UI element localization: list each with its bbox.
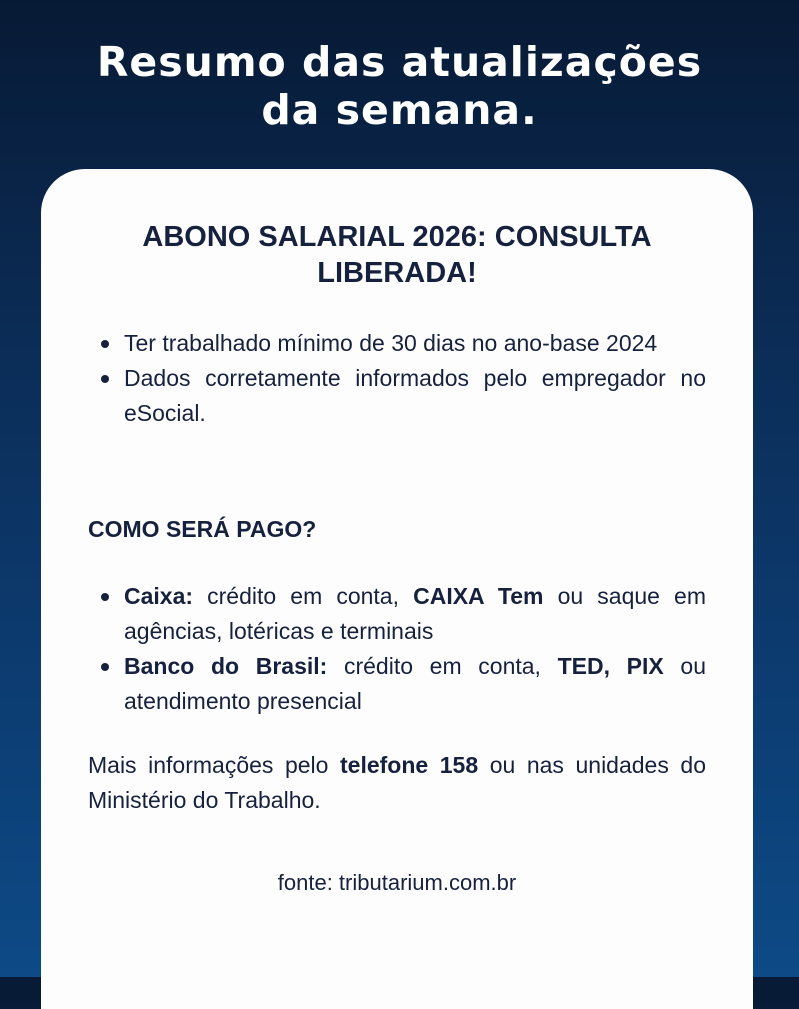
content-card [41, 169, 753, 1009]
payment-text: crédito em conta, [327, 653, 558, 679]
list-item [88, 579, 706, 649]
info-phone: telefone 158 [340, 752, 479, 778]
list-item [88, 649, 706, 719]
more-info-paragraph [88, 748, 706, 818]
bank-name: Caixa: [124, 583, 194, 609]
list-item: Ter trabalhado mínimo de 30 dias no ano-base 2024 [88, 326, 706, 361]
bank-name: Banco do Brasil: [124, 653, 328, 679]
info-text: ou nas unidades do Ministério do Trabalho. [88, 752, 706, 813]
card-title-line-2: LIBERADA! [317, 257, 477, 289]
payment-highlight: TED, PIX [557, 653, 664, 679]
payment-section-title: COMO SERÁ PAGO? [88, 516, 317, 542]
list-item: Dados corretamente informados pelo empregador no eSocial. [88, 361, 706, 431]
page-headline [0, 38, 799, 134]
card-title [88, 219, 706, 291]
headline-line-2: da semana. [261, 86, 538, 134]
payment-list [88, 579, 706, 719]
requirements-list [88, 326, 706, 431]
payment-highlight: CAIXA Tem [413, 583, 544, 609]
headline-line-1: Resumo das atualizações [96, 38, 703, 86]
payment-text: ou saque em agências, lotéricas e terminais [124, 583, 707, 644]
payment-text: crédito em conta, [193, 583, 414, 609]
info-text: Mais informações pelo [88, 752, 341, 778]
card-title-line-1: ABONO SALARIAL 2026: CONSULTA [142, 221, 652, 253]
source-credit: fonte: tributarium.com.br [277, 870, 517, 895]
payment-text: ou atendimento presencial [124, 653, 706, 714]
